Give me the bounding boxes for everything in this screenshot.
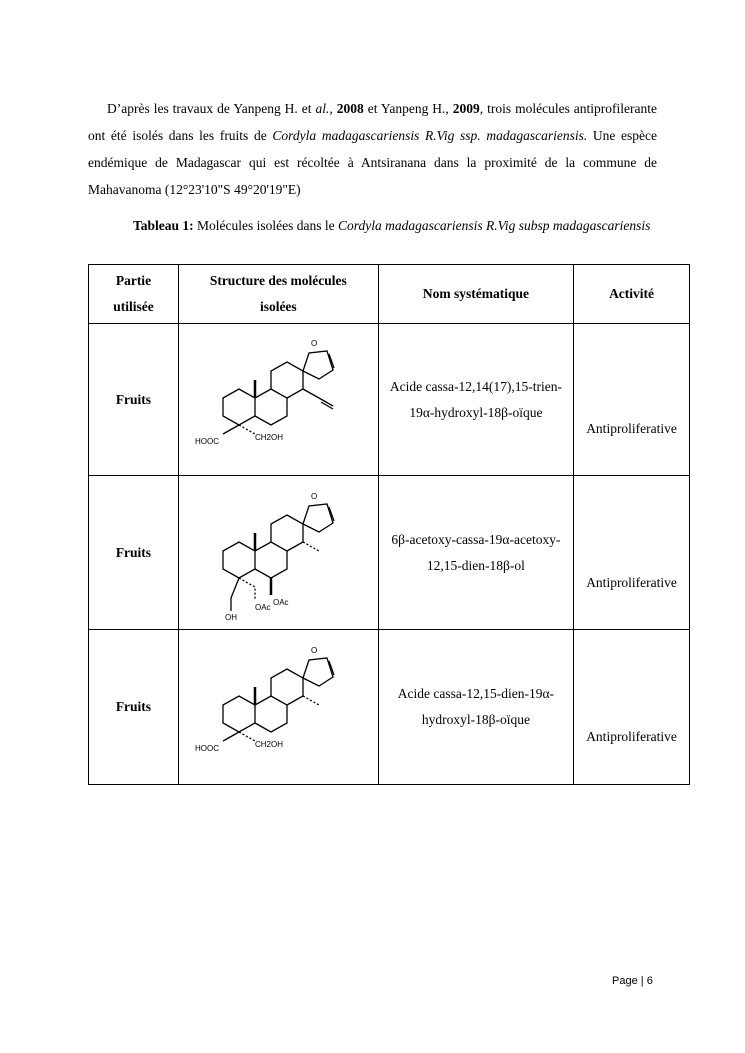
structure-cell xyxy=(178,630,378,785)
label-oxygen: O xyxy=(311,338,318,348)
part-cell: Fruits xyxy=(89,630,179,785)
activity-cell xyxy=(574,324,690,476)
header-structure: Structure des molécules isolées xyxy=(178,265,378,324)
activity-text: Antiproliferative xyxy=(586,574,677,590)
name-cell: Acide cassa-12,15-dien-19α-hydroxyl-18β-oïque xyxy=(378,630,573,785)
year-2008: 2008 xyxy=(336,101,364,116)
text-run: Une espèce endémique de Madagascar qui est récoltée à Antsiranana dans la proximité de la commune de Mahavanoma (12°23'10"S 49°20'19"E) xyxy=(88,128,658,197)
label-substituent-a: OH xyxy=(225,612,238,622)
table-row xyxy=(89,324,690,476)
part-cell: Fruits xyxy=(89,476,179,630)
part-cell: Fruits xyxy=(89,324,179,476)
year-2009: 2009 xyxy=(452,101,480,116)
page-number: 6 xyxy=(646,975,653,987)
molecule-structure-3 xyxy=(193,637,363,777)
page-label: Page xyxy=(612,975,638,987)
species-name: Cordyla madagascariensis R.Vig ssp. madagascariensis. xyxy=(272,128,588,143)
label-substituent-b: OAc xyxy=(255,602,271,612)
text-run: D’après les travaux de Yanpeng H. et xyxy=(107,101,316,116)
molecules-table xyxy=(88,264,690,785)
header-name: Nom systématique xyxy=(378,265,573,324)
label-substituent-b: CH2OH xyxy=(255,740,284,749)
table-header-row xyxy=(89,265,690,324)
name-cell: 6β-acetoxy-cassa-19α-acetoxy-12,15-dien-18β-ol xyxy=(378,476,573,630)
text-run: et Yanpeng H., xyxy=(363,101,453,116)
structure-cell xyxy=(178,324,378,476)
molecule-structure-1 xyxy=(193,330,363,470)
intro-paragraph xyxy=(88,95,657,203)
label-substituent-c: OAc xyxy=(273,597,289,607)
table-caption xyxy=(88,214,657,238)
activity-text: Antiproliferative xyxy=(586,420,677,436)
label-oxygen: O xyxy=(311,646,318,655)
caption-label: Tableau 1: xyxy=(133,218,194,233)
activity-text: Antiproliferative xyxy=(586,729,677,744)
label-substituent-a: HOOC xyxy=(195,436,220,446)
structure-cell xyxy=(178,476,378,630)
table-row xyxy=(89,476,690,630)
activity-cell xyxy=(574,476,690,630)
caption-text: Molécules isolées dans le xyxy=(193,218,338,233)
text-run-italic: al., xyxy=(315,101,333,116)
caption-species: Cordyla madagascariensis R.Vig subsp madagascariensis xyxy=(338,218,651,233)
label-oxygen: O xyxy=(311,491,318,501)
header-part: Partie utilisée xyxy=(89,265,179,324)
page-footer xyxy=(612,975,653,987)
table-row xyxy=(89,630,690,785)
molecule-structure-2 xyxy=(193,483,363,623)
header-activity: Activité xyxy=(574,265,690,324)
label-substituent-b: CH2OH xyxy=(255,432,284,442)
activity-cell xyxy=(574,630,690,785)
text-run: , trois molécules antiprofilerante ont été isolés dans les fruits de xyxy=(88,101,657,143)
name-cell: Acide cassa-12,14(17),15-trien-19α-hydroxyl-18β-oïque xyxy=(378,324,573,476)
page-separator: | xyxy=(640,975,644,987)
label-substituent-a: HOOC xyxy=(195,744,220,753)
